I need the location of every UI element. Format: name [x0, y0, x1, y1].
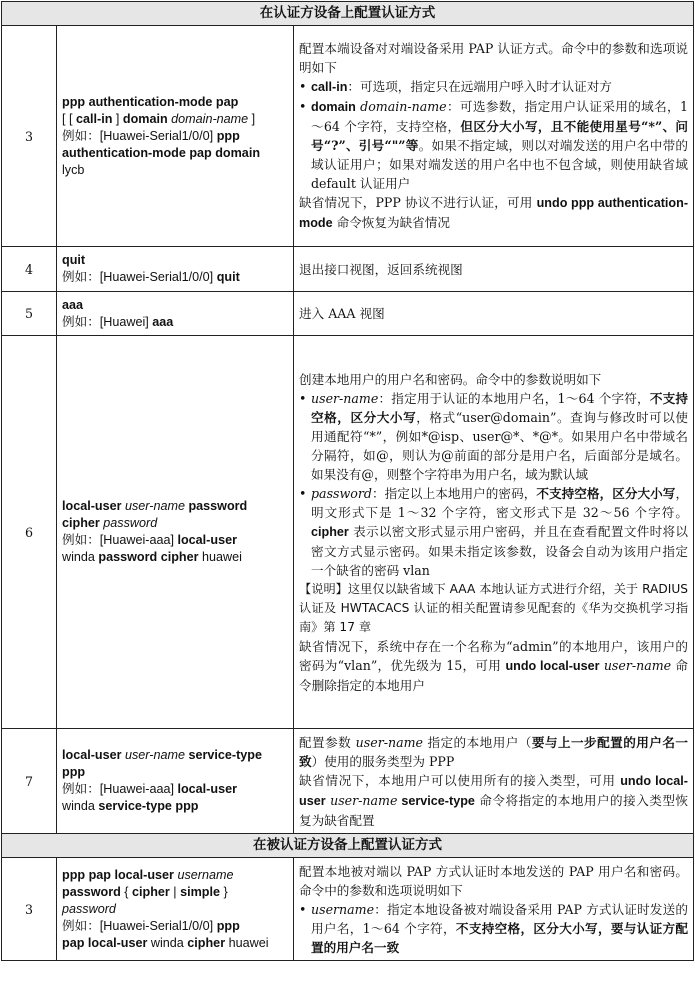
description-cell: 创建本地用户的用户名和密码。命令中的参数说明如下 • user-name：指定用于认证的本地用户名，1～64 个字符，不支持空格，区分大小写，格式“user@domain”。查询与修改时可以使用通配符“*”，例如*@isp、user@*、*@*。如果用户名中带域名分隔符，如@，则认为@前面的部分是用户名，后面部分是域名。如果没有@，则整个字符串为用户名，域为默认域 • password：指定以上本地用户的密码，不支持空格，区分大小写，明文形式下是 1～32 个字符，密文形式下是 32～56 个字符。cipher 表示以密文形式显示用户密码，并且在查看配置文件时将以密文方式显示密码。如果未指定该参数，设备会自动为该用户指定一个缺省的密码 vlan 【说明】这里仅以缺省域下 AAA 本地认证方式进行介绍，关于 RADIUS 认证及 HWTACACS 认证的相关配置请参见配套的《华为交换机学习指南》第 17 章 缺省情况下，系统中存在一个名称为“admin”的本地用户，该用户的密码为“vlan”，优先级为 15，可用 undo local-user user-name 命令删除指定的本地用户 [294, 336, 694, 729]
description-cell: 配置本地被对端以 PAP 方式认证时本地发送的 PAP 用户名和密码。命令中的参数和选项说明如下 • username：指定本地设备被对端设备采用 PAP 方式认证时发送的用户名，1～64 个字符，不支持空格，区分大小写，要与认证方配置的用户名一致 [294, 858, 694, 961]
list-item: • username：指定本地设备被对端设备采用 PAP 方式认证时发送的用户名，1～64 个字符，不支持空格，区分大小写，要与认证方配置的用户名一致 [299, 900, 688, 957]
note-text: 【说明】这里仅以缺省域下 AAA 本地认证方式进行介绍，关于 RADIUS 认证及 HWTACACS 认证的相关配置请参见配套的《华为交换机学习指南》第 17 章 [299, 581, 689, 634]
step-number: 7 [2, 729, 57, 834]
description-cell: 退出接口视图，返回系统视图 [294, 247, 694, 292]
step-number: 3 [2, 858, 57, 961]
step-number: 5 [2, 292, 57, 336]
step-number: 3 [2, 26, 57, 247]
description-cell: 配置参数 user-name 指定的本地用户（要与上一步配置的用户名一致）使用的服务类型为 PPP 缺省情况下，本地用户可以使用所有的接入类型，可用 undo local-user user-name service-type 命令将指定的本地用户的接入类型恢复为缺省配置 [294, 729, 694, 834]
command-cell: ppp pap local-user username password { cipher | simple } password 例如：[Huawei-Serial1/0/0] ppp pap local-user winda cipher huawei [57, 858, 294, 961]
section-header-authenticated: 在被认证方设备上配置认证方式 [2, 834, 694, 858]
command-cell: quit 例如：[Huawei-Serial1/0/0] quit [57, 247, 294, 292]
list-item: • call-in：可选项，指定只在远端用户呼入时才认证对方 [299, 77, 688, 97]
table-row [2, 247, 694, 292]
table-row [2, 858, 694, 961]
table-row [2, 292, 694, 336]
description-cell: 进入 AAA 视图 [294, 292, 694, 336]
list-item: • user-name：指定用于认证的本地用户名，1～64 个字符，不支持空格，区分大小写，格式“user@domain”。查询与修改时可以使用通配符“*”，例如*@isp、user@*、*@*。如果用户名中带域名分隔符，如@，则认为@前面的部分是用户名，后面部分是域名。如果没有@，则整个字符串为用户名，域为默认域 [299, 389, 688, 484]
table-row [2, 729, 694, 834]
command-cell: aaa 例如：[Huawei] aaa [57, 292, 294, 336]
step-number: 4 [2, 247, 57, 292]
command-cell: local-user user-name password cipher password 例如：[Huawei-aaa] local-user winda password cipher huawei [57, 336, 294, 729]
command-cell: ppp authentication-mode pap [ [ call-in ] domain domain-name ] 例如：[Huawei-Serial1/0/0] ppp authentication-mode pap domain lycb [57, 26, 294, 247]
description-cell: 配置本端设备对对端设备采用 PAP 认证方式。命令中的参数和选项说明如下 • call-in：可选项，指定只在远端用户呼入时才认证对方 • domain domain-name：可选参数，指定用户认证采用的域名，1～64 个字符，支持空格，但区分大小写，且不能使用星号“*”、问号“?”、引号“"”等。如果不指定域，则以对端发送的用户名中带的域认证用户；如果对端发送的用户名中也不包含域，则使用缺省域default 认证用户 缺省情况下，PPP 协议不进行认证，可用 undo ppp authentication-mode 命令恢复为缺省情况 [294, 26, 694, 247]
list-item: • password：指定以上本地用户的密码，不支持空格，区分大小写，明文形式下是 1～32 个字符，密文形式下是 32～56 个字符。cipher 表示以密文形式显示用户密码，并且在查看配置文件时将以密文方式显示密码。如果未指定该参数，设备会自动为该用户指定一个缺省的密码 vlan [299, 484, 688, 580]
table-row [2, 26, 694, 247]
command-cell: local-user user-name service-type ppp 例如：[Huawei-aaa] local-user winda service-type ppp [57, 729, 294, 834]
step-number: 6 [2, 336, 57, 729]
table-row [2, 336, 694, 729]
list-item: • domain domain-name：可选参数，指定用户认证采用的域名，1～64 个字符，支持空格，但区分大小写，且不能使用星号“*”、问号“?”、引号“"”等。如果不指定域，则以对端发送的用户名中带的域认证用户；如果对端发送的用户名中也不包含域，则使用缺省域default 认证用户 [299, 97, 688, 193]
section-header-authenticator: 在认证方设备上配置认证方式 [2, 2, 694, 26]
config-table [1, 1, 694, 961]
